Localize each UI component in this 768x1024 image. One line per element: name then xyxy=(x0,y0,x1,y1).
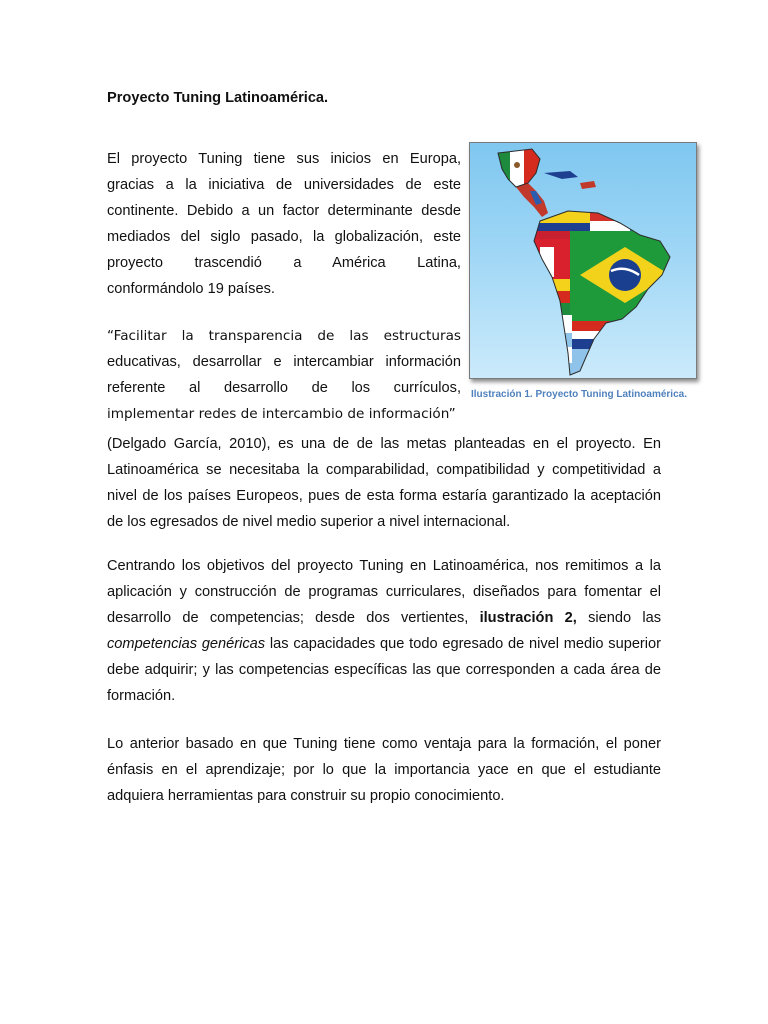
text-run: Centrando los objetivos del proyecto Tuning en Latinoamérica, nos remitimos a la aplicación y construcción de programas curriculares, diseñados para fomentar el desarrollo de competencias; desde dos vertientes, xyxy=(107,558,661,626)
text-line: proyecto trascendió a América Latina, xyxy=(107,255,461,271)
quote-line: educativas, desarrollar e intercambiar información xyxy=(107,354,461,370)
central-america-strip xyxy=(516,183,548,217)
paragraph-conclusion: Lo anterior basado en que Tuning tiene como ventaja para la formación, el poner énfasis en el aprendizaje; por lo que la importancia yace en que el estudiante adquiera herramientas para construir su propio conocimiento. xyxy=(107,736,661,804)
text-line: continente. Debido a un factor determinante desde xyxy=(107,203,461,219)
quote-line: “Facilitar la transparencia de las estructuras xyxy=(107,328,461,344)
paragraph-goals: (Delgado García, 2010), es una de de las metas planteadas en el proyecto. En Latinoamérica se necesitaba la comparabilidad, compatibilidad y competitividad a nivel de los países Europeos, pues de esta forma estaría garantizado la aceptación de los egresados de nivel medio superior a nivel internacional. xyxy=(107,436,661,530)
text-line: gracias a la iniciativa de universidades de este xyxy=(107,177,461,193)
caribbean-islands xyxy=(580,181,596,189)
text-line: mediados del siglo pasado, la globalización, este xyxy=(107,229,461,245)
text-run: las capacidades que todo egresado de nivel medio superior debe adquirir; y las competencias específicas las que corresponden a cada área de formación. xyxy=(107,636,662,704)
south-america-flag-shape xyxy=(530,203,680,378)
text-line: conformándolo 19 países. xyxy=(107,281,275,297)
paragraph-intro xyxy=(107,146,461,302)
quote-line: referente al desarrollo de los currículos, xyxy=(107,380,461,396)
text-line: El proyecto Tuning tiene sus inicios en Europa, xyxy=(107,151,461,167)
paragraph-quote xyxy=(107,323,461,427)
figure-reference: ilustración 2, xyxy=(479,610,577,626)
emphasis-text: competencias genéricas xyxy=(107,636,266,652)
caribbean-islands xyxy=(544,171,578,179)
quote-line: implementar redes de intercambio de información” xyxy=(107,406,456,422)
paragraph-objectives xyxy=(107,553,661,709)
figure-caption: Ilustración 1. Proyecto Tuning Latinoamérica. xyxy=(471,389,687,400)
latin-america-flag-map-image xyxy=(469,142,697,379)
page-title: Proyecto Tuning Latinoamérica. xyxy=(107,90,329,106)
text-run: siendo las xyxy=(576,610,661,626)
